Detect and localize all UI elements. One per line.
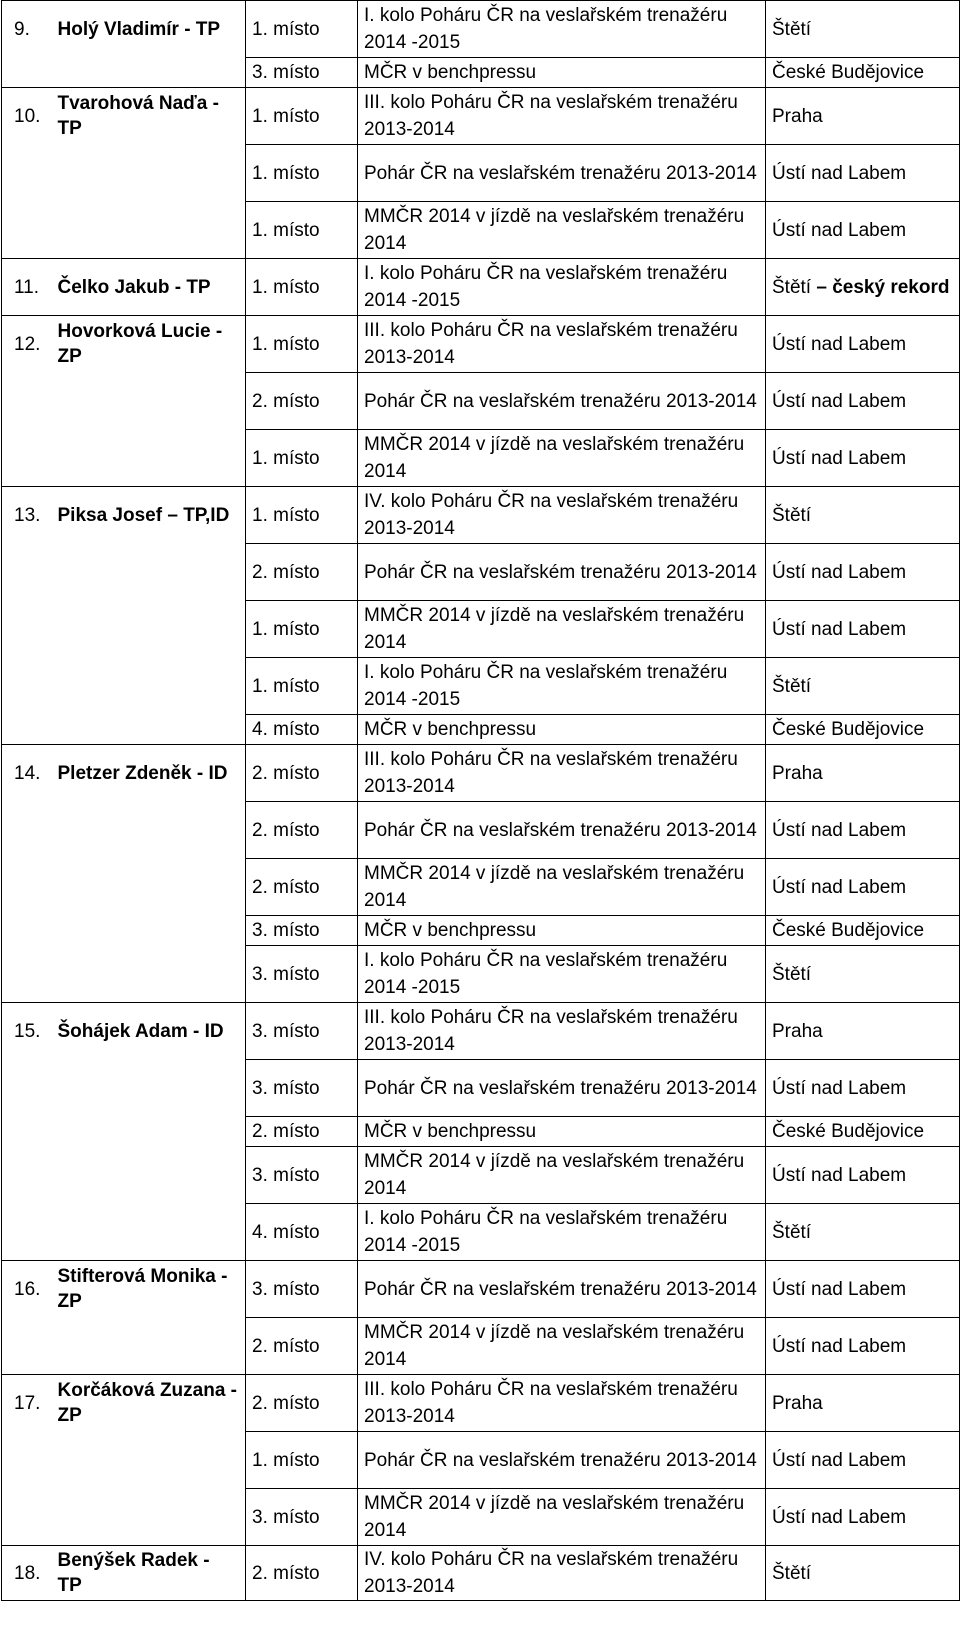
city-label: Ústí nad Labem xyxy=(772,162,907,184)
athlete-name xyxy=(52,1204,246,1261)
table-row xyxy=(2,1147,960,1204)
table-row xyxy=(2,58,960,88)
placement: 1. místo xyxy=(246,658,358,715)
event-name: MMČR 2014 v jízdě na veslařském trenažéru 2014 xyxy=(358,601,766,658)
city-label: Ústí nad Labem xyxy=(772,618,907,640)
city-label: Ústí nad Labem xyxy=(772,333,907,355)
table-row xyxy=(2,145,960,202)
athlete-name xyxy=(52,1117,246,1147)
placement: 1. místo xyxy=(246,1432,358,1489)
athlete-name: Holý Vladimír - TP xyxy=(52,1,246,58)
event-name: MČR v benchpressu xyxy=(358,1117,766,1147)
row-number xyxy=(2,601,52,658)
city-label: Praha xyxy=(772,105,823,127)
table-row xyxy=(2,88,960,145)
placement: 2. místo xyxy=(246,1117,358,1147)
row-number: 17. xyxy=(2,1375,52,1432)
event-name: MMČR 2014 v jízdě na veslařském trenažéru 2014 xyxy=(358,859,766,916)
event-name: IV. kolo Poháru ČR na veslařském trenažéru 2013-2014 xyxy=(358,487,766,544)
row-number: 15. xyxy=(2,1003,52,1060)
placement: 4. místo xyxy=(246,1204,358,1261)
row-number xyxy=(2,145,52,202)
row-number xyxy=(2,802,52,859)
city-label: Ústí nad Labem xyxy=(772,1077,907,1099)
event-name: III. kolo Poháru ČR na veslařském trenažéru 2013-2014 xyxy=(358,745,766,802)
row-number xyxy=(2,859,52,916)
event-name: MMČR 2014 v jízdě na veslařském trenažéru 2014 xyxy=(358,430,766,487)
event-city xyxy=(766,601,960,658)
athlete-name: Stifterová Monika - ZP xyxy=(52,1261,246,1318)
athlete-name xyxy=(52,1432,246,1489)
event-name: Pohár ČR na veslařském trenažéru 2013-2014 xyxy=(358,802,766,859)
row-number xyxy=(2,1060,52,1117)
event-name: IV. kolo Poháru ČR na veslařském trenažéru 2013-2014 xyxy=(358,1546,766,1601)
table-row xyxy=(2,859,960,916)
table-row xyxy=(2,316,960,373)
athlete-name xyxy=(52,946,246,1003)
city-label: Štětí xyxy=(772,504,812,526)
row-number xyxy=(2,1117,52,1147)
athlete-name: Piksa Josef – TP,ID xyxy=(52,487,246,544)
city-label: Ústí nad Labem xyxy=(772,1164,907,1186)
table-row xyxy=(2,373,960,430)
placement: 3. místo xyxy=(246,1489,358,1546)
placement: 2. místo xyxy=(246,544,358,601)
separator: – xyxy=(811,276,833,298)
placement: 2. místo xyxy=(246,859,358,916)
event-city xyxy=(766,658,960,715)
row-number: 9. xyxy=(2,1,52,58)
athlete-name: Hovorková Lucie - ZP xyxy=(52,316,246,373)
row-number xyxy=(2,430,52,487)
athlete-name xyxy=(52,1318,246,1375)
athlete-name: Čelko Jakub - TP xyxy=(52,259,246,316)
row-number xyxy=(2,202,52,259)
table-row xyxy=(2,1432,960,1489)
table-row xyxy=(2,1117,960,1147)
placement: 2. místo xyxy=(246,1375,358,1432)
event-city xyxy=(766,1204,960,1261)
table-row xyxy=(2,202,960,259)
city-label: České Budějovice xyxy=(772,920,925,941)
event-city xyxy=(766,1261,960,1318)
row-number xyxy=(2,715,52,745)
table-row xyxy=(2,544,960,601)
placement: 1. místo xyxy=(246,259,358,316)
placement: 3. místo xyxy=(246,1003,358,1060)
row-number xyxy=(2,658,52,715)
athlete-name xyxy=(52,658,246,715)
athlete-name: Pletzer Zdeněk - ID xyxy=(52,745,246,802)
row-number xyxy=(2,946,52,1003)
athlete-name xyxy=(52,1147,246,1204)
event-name: MČR v benchpressu xyxy=(358,916,766,946)
event-name: I. kolo Poháru ČR na veslařském trenažéru 2014 -2015 xyxy=(358,946,766,1003)
athlete-name xyxy=(52,145,246,202)
placement: 2. místo xyxy=(246,802,358,859)
placement: 3. místo xyxy=(246,1060,358,1117)
event-city xyxy=(766,202,960,259)
event-name: I. kolo Poháru ČR na veslařském trenažéru 2014 -2015 xyxy=(358,658,766,715)
event-city xyxy=(766,745,960,802)
athlete-name xyxy=(52,1489,246,1546)
table-row xyxy=(2,1375,960,1432)
row-number: 13. xyxy=(2,487,52,544)
table-row xyxy=(2,658,960,715)
table-row xyxy=(2,1003,960,1060)
city-label: Štětí xyxy=(772,276,812,298)
athlete-name xyxy=(52,202,246,259)
city-label: České Budějovice xyxy=(772,1121,925,1142)
event-city xyxy=(766,1003,960,1060)
row-number xyxy=(2,544,52,601)
city-label: Štětí xyxy=(772,675,812,697)
event-name: MMČR 2014 v jízdě na veslařském trenažéru 2014 xyxy=(358,1147,766,1204)
event-name: I. kolo Poháru ČR na veslařském trenažéru 2014 -2015 xyxy=(358,1,766,58)
event-city xyxy=(766,259,960,316)
event-name: MMČR 2014 v jízdě na veslařském trenažéru 2014 xyxy=(358,1318,766,1375)
table-row xyxy=(2,1489,960,1546)
row-number: 16. xyxy=(2,1261,52,1318)
athlete-name xyxy=(52,373,246,430)
placement: 2. místo xyxy=(246,1546,358,1601)
event-city xyxy=(766,1060,960,1117)
event-city xyxy=(766,58,960,88)
event-city xyxy=(766,373,960,430)
city-label: Ústí nad Labem xyxy=(772,819,907,841)
table-row xyxy=(2,1204,960,1261)
event-name: Pohár ČR na veslařském trenažéru 2013-2014 xyxy=(358,1432,766,1489)
event-name: MČR v benchpressu xyxy=(358,58,766,88)
city-label: Ústí nad Labem xyxy=(772,219,907,241)
city-label: Praha xyxy=(772,762,823,784)
event-city xyxy=(766,802,960,859)
row-number: 14. xyxy=(2,745,52,802)
results-table-body xyxy=(2,1,960,1601)
event-city xyxy=(766,544,960,601)
event-city xyxy=(766,316,960,373)
athlete-name xyxy=(52,601,246,658)
table-row xyxy=(2,916,960,946)
row-number xyxy=(2,58,52,88)
athlete-name xyxy=(52,715,246,745)
event-city xyxy=(766,430,960,487)
event-name: Pohár ČR na veslařském trenažéru 2013-2014 xyxy=(358,373,766,430)
table-row xyxy=(2,745,960,802)
city-label: Ústí nad Labem xyxy=(772,876,907,898)
placement: 1. místo xyxy=(246,88,358,145)
placement: 3. místo xyxy=(246,58,358,88)
row-number xyxy=(2,1489,52,1546)
event-name: MMČR 2014 v jízdě na veslařském trenažéru 2014 xyxy=(358,1489,766,1546)
event-name: III. kolo Poháru ČR na veslařském trenažéru 2013-2014 xyxy=(358,1003,766,1060)
row-number: 11. xyxy=(2,259,52,316)
event-city xyxy=(766,1117,960,1147)
city-label: Ústí nad Labem xyxy=(772,390,907,412)
event-name: Pohár ČR na veslařském trenažéru 2013-2014 xyxy=(358,1060,766,1117)
athlete-name xyxy=(52,802,246,859)
table-row xyxy=(2,946,960,1003)
city-label: Praha xyxy=(772,1020,823,1042)
table-row xyxy=(2,802,960,859)
event-city xyxy=(766,946,960,1003)
city-label: Praha xyxy=(772,1392,823,1414)
table-row xyxy=(2,1261,960,1318)
row-number xyxy=(2,1432,52,1489)
event-name: Pohár ČR na veslařském trenažéru 2013-2014 xyxy=(358,544,766,601)
placement: 2. místo xyxy=(246,1318,358,1375)
event-name: III. kolo Poháru ČR na veslařském trenažéru 2013-2014 xyxy=(358,1375,766,1432)
event-city xyxy=(766,715,960,745)
athlete-name xyxy=(52,859,246,916)
athlete-name xyxy=(52,58,246,88)
city-label: České Budějovice xyxy=(772,62,925,83)
table-row xyxy=(2,715,960,745)
table-row xyxy=(2,1,960,58)
event-city xyxy=(766,487,960,544)
athlete-name: Tvarohová Naďa - TP xyxy=(52,88,246,145)
placement: 1. místo xyxy=(246,601,358,658)
city-label: Štětí xyxy=(772,1221,812,1243)
row-number: 18. xyxy=(2,1546,52,1601)
event-name: III. kolo Poháru ČR na veslařském trenažéru 2013-2014 xyxy=(358,316,766,373)
event-city xyxy=(766,1318,960,1375)
placement: 3. místo xyxy=(246,916,358,946)
table-row xyxy=(2,1060,960,1117)
event-name: I. kolo Poháru ČR na veslařském trenažéru 2014 -2015 xyxy=(358,259,766,316)
city-label: Ústí nad Labem xyxy=(772,1335,907,1357)
athlete-name: Šohájek Adam - ID xyxy=(52,1003,246,1060)
placement: 1. místo xyxy=(246,1,358,58)
table-row xyxy=(2,1546,960,1601)
athlete-name xyxy=(52,430,246,487)
event-name: Pohár ČR na veslařském trenažéru 2013-2014 xyxy=(358,145,766,202)
event-name: MMČR 2014 v jízdě na veslařském trenažéru 2014 xyxy=(358,202,766,259)
city-label: Štětí xyxy=(772,1562,812,1584)
event-city xyxy=(766,1147,960,1204)
athlete-name: Benýšek Radek - TP xyxy=(52,1546,246,1601)
record-note: český rekord xyxy=(832,276,950,298)
event-name: MČR v benchpressu xyxy=(358,715,766,745)
placement: 3. místo xyxy=(246,1261,358,1318)
event-city xyxy=(766,145,960,202)
placement: 1. místo xyxy=(246,202,358,259)
event-city xyxy=(766,859,960,916)
city-label: Ústí nad Labem xyxy=(772,447,907,469)
city-label: Ústí nad Labem xyxy=(772,1449,907,1471)
placement: 3. místo xyxy=(246,946,358,1003)
athlete-name xyxy=(52,544,246,601)
row-number xyxy=(2,373,52,430)
row-number: 10. xyxy=(2,88,52,145)
row-number: 12. xyxy=(2,316,52,373)
event-city xyxy=(766,1375,960,1432)
event-name: III. kolo Poháru ČR na veslařském trenažéru 2013-2014 xyxy=(358,88,766,145)
row-number xyxy=(2,1318,52,1375)
table-row xyxy=(2,601,960,658)
row-number xyxy=(2,1147,52,1204)
event-city xyxy=(766,1,960,58)
table-row xyxy=(2,1318,960,1375)
event-city xyxy=(766,88,960,145)
athlete-name xyxy=(52,916,246,946)
event-city xyxy=(766,1489,960,1546)
event-city xyxy=(766,1546,960,1601)
athlete-name xyxy=(52,1060,246,1117)
city-label: Štětí xyxy=(772,18,812,40)
event-name: Pohár ČR na veslařském trenažéru 2013-2014 xyxy=(358,1261,766,1318)
event-city xyxy=(766,916,960,946)
placement: 2. místo xyxy=(246,373,358,430)
row-number xyxy=(2,916,52,946)
table-row xyxy=(2,430,960,487)
event-name: I. kolo Poháru ČR na veslařském trenažéru 2014 -2015 xyxy=(358,1204,766,1261)
table-row xyxy=(2,259,960,316)
placement: 1. místo xyxy=(246,316,358,373)
city-label: České Budějovice xyxy=(772,719,925,740)
placement: 1. místo xyxy=(246,145,358,202)
event-city xyxy=(766,1432,960,1489)
placement: 1. místo xyxy=(246,430,358,487)
athlete-name: Korčáková Zuzana - ZP xyxy=(52,1375,246,1432)
results-table xyxy=(1,0,960,1601)
city-label: Ústí nad Labem xyxy=(772,1506,907,1528)
placement: 4. místo xyxy=(246,715,358,745)
city-label: Ústí nad Labem xyxy=(772,561,907,583)
row-number xyxy=(2,1204,52,1261)
placement: 1. místo xyxy=(246,487,358,544)
placement: 3. místo xyxy=(246,1147,358,1204)
city-label: Ústí nad Labem xyxy=(772,1278,907,1300)
city-label: Štětí xyxy=(772,963,812,985)
placement: 2. místo xyxy=(246,745,358,802)
table-row xyxy=(2,487,960,544)
